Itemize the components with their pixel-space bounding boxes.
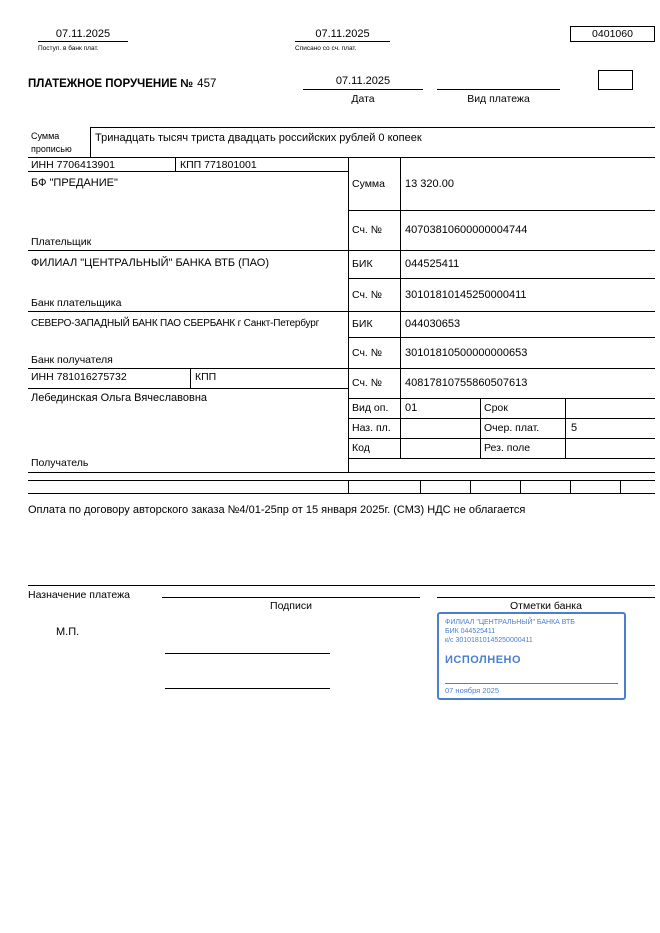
bank-marks-label: Отметки банка (437, 597, 655, 613)
document-title-text: ПЛАТЕЖНОЕ ПОРУЧЕНИЕ № (28, 78, 194, 90)
form-code-box: 0401060 (570, 26, 655, 42)
grid-line (190, 368, 191, 388)
date-label: Дата (351, 93, 375, 105)
payee-kpp-label: КПП (195, 371, 217, 383)
stamp-date: 07 ноября 2025 (445, 683, 618, 695)
bank-stamp (437, 612, 626, 700)
payee-inn: ИНН 781016275732 (31, 371, 127, 383)
payer-bank-account: 30101810145250000411 (405, 288, 527, 301)
grid-line (28, 480, 655, 481)
purpose-text: Оплата по договору авторского заказа №4/01-25пр от 15 января 2025г. (СМЗ) НДС не облагается (28, 504, 526, 516)
payee-bank-account: 30101810500000000653 (405, 346, 528, 359)
grid-line (348, 458, 655, 459)
op-kind-value: 01 (405, 402, 418, 414)
grid-line (175, 157, 176, 171)
priority-label: Очер. плат. (484, 422, 540, 434)
grid-line (28, 388, 348, 389)
amount-words-text: Тринадцать тысяч триста двадцать российских рублей 0 копеек (95, 132, 422, 144)
payee-account: 40817810755860507613 (405, 377, 528, 389)
code-label: Код (352, 442, 370, 454)
purpose-label: Назначение платежа (28, 589, 130, 601)
grid-line (90, 127, 655, 128)
payee-name: Лебединская Ольга Вячеславовна (31, 392, 208, 404)
payee-bank-name: СЕВЕРО-ЗАПАДНЫЙ БАНК ПАО СБЕРБАНК г Санкт-Петербург (31, 318, 320, 329)
debited-date: 07.11.2025 (295, 26, 390, 42)
signature-line (165, 688, 330, 689)
term-value (565, 398, 655, 418)
payer-account-label: Сч. № (352, 224, 383, 236)
grid-line (28, 585, 655, 586)
payer-bank-account-label: Сч. № (352, 288, 383, 301)
op-kind-label: Вид оп. (352, 402, 389, 414)
payee-bank-bik: 044030653 (405, 318, 461, 330)
grid-line (28, 472, 655, 473)
payee-section-label: Получатель (31, 457, 89, 469)
payer-inn: ИНН 7706413901 (31, 159, 116, 171)
priority-value: 5 (571, 422, 578, 434)
pay-purpose-code-label: Наз. пл. (352, 422, 391, 434)
document-date: 07.11.2025 (303, 72, 423, 90)
payer-name: БФ "ПРЕДАНИЕ" (31, 177, 118, 189)
grid-line (570, 480, 571, 493)
debited-date-caption: Списано со сч. плат. (295, 45, 357, 52)
status-code-box (598, 70, 633, 90)
document-title (28, 78, 216, 90)
payer-kpp: КПП 771801001 (180, 159, 257, 171)
payee-bank-bik-label: БИК (352, 318, 373, 330)
amount-words-label: Сумма прописью (31, 131, 72, 154)
grid-line (420, 480, 421, 493)
payer-account: 40703810600000004744 (405, 224, 528, 236)
grid-line (620, 480, 621, 493)
payee-account-label: Сч. № (352, 377, 383, 389)
payer-bank-section-label: Банк плательщика (31, 297, 122, 309)
stamp-corr-account: к/с 30101810145250000411 (445, 637, 533, 645)
reserve-field-label: Рез. поле (484, 442, 531, 454)
payer-section-label: Плательщик (31, 236, 92, 248)
signature-line (165, 653, 330, 654)
payee-bank-account-label: Сч. № (352, 346, 383, 359)
received-date-caption: Поступ. в банк плат. (38, 45, 99, 52)
grid-line (520, 480, 521, 493)
received-date: 07.11.2025 (38, 26, 128, 42)
payer-bank-bik: 044525411 (405, 258, 460, 270)
payment-type-field (437, 72, 560, 90)
document-number: 457 (197, 78, 217, 90)
stamp-bik: БИК 044525411 (445, 628, 496, 636)
payment-type-label: Вид платежа (467, 93, 530, 105)
term-label: Срок (484, 402, 508, 414)
amount-label: Сумма (352, 177, 385, 190)
payer-bank-name: ФИЛИАЛ "ЦЕНТРАЛЬНЫЙ" БАНКА ВТБ (ПАО) (31, 257, 269, 269)
stamp-place-label: М.П. (56, 626, 80, 638)
stamp-status: ИСПОЛНЕНО (445, 654, 522, 667)
payee-bank-section-label: Банк получателя (31, 354, 113, 366)
grid-line (28, 493, 655, 494)
grid-line (470, 480, 471, 493)
grid-line (348, 480, 349, 493)
amount-value: 13 320.00 (405, 177, 454, 190)
grid-line (90, 127, 91, 157)
stamp-bank-name: ФИЛИАЛ "ЦЕНТРАЛЬНЫЙ" БАНКА ВТБ (445, 619, 575, 626)
signatures-label: Подписи (162, 597, 420, 613)
payer-bank-bik-label: БИК (352, 258, 373, 270)
